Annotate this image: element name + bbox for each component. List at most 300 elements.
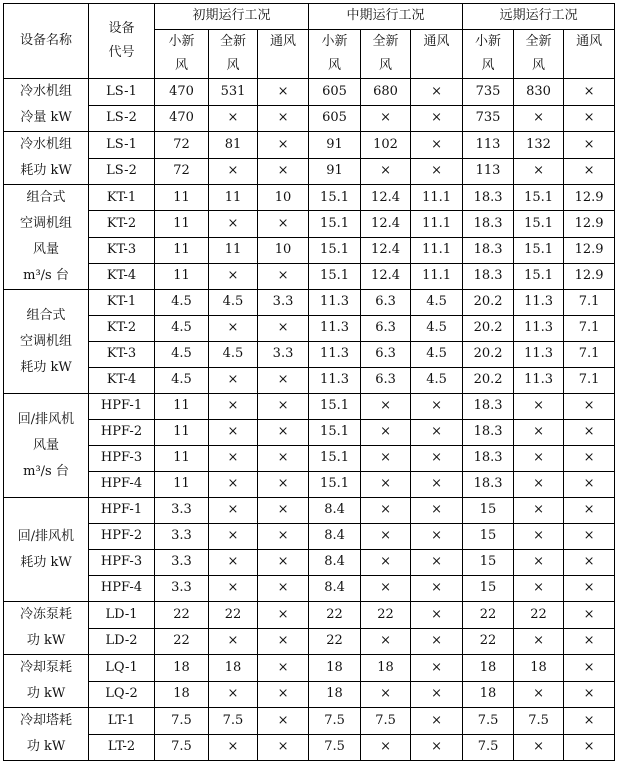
value-cell: 7.5 [463, 708, 514, 735]
group-label-line: 功 kW [26, 633, 66, 648]
header-mode-p1-m0 [309, 30, 361, 79]
value-cell: 7.5 [361, 708, 411, 735]
table-row [4, 498, 615, 524]
value-cell: × [258, 524, 309, 550]
value-cell: 4.5 [155, 368, 209, 394]
table-row [4, 132, 615, 159]
value-cell: 470 [155, 79, 209, 106]
value-cell: × [411, 105, 463, 132]
device-code-cell: LT-1 [89, 708, 155, 735]
table-row [4, 446, 615, 472]
value-cell: 22 [361, 602, 411, 629]
value-cell: 7.1 [564, 290, 615, 316]
value-cell: 15.1 [309, 472, 361, 498]
value-cell: 11 [155, 420, 209, 446]
value-cell: 7.5 [155, 734, 209, 761]
value-cell: 3.3 [155, 498, 209, 524]
value-cell: 6.3 [361, 290, 411, 316]
value-cell: 4.5 [411, 290, 463, 316]
value-cell: 11.3 [309, 342, 361, 368]
value-cell: 11.3 [309, 316, 361, 342]
table-row [4, 681, 615, 708]
value-cell: 7.5 [309, 734, 361, 761]
value-cell: × [411, 602, 463, 629]
header-mode-line1: 全新 [525, 34, 552, 49]
value-cell: 4.5 [411, 342, 463, 368]
value-cell: × [258, 628, 309, 655]
value-cell: 7.5 [155, 708, 209, 735]
header-mode-p0-m0 [155, 30, 209, 79]
group-label [4, 290, 89, 394]
header-mode-line2 [258, 54, 308, 78]
value-cell: × [361, 550, 411, 576]
value-cell: 11 [155, 472, 209, 498]
value-cell: 15.1 [514, 237, 564, 263]
value-cell: 11.3 [514, 342, 564, 368]
value-cell: × [564, 158, 615, 185]
value-cell: 18 [514, 655, 564, 682]
value-cell: × [258, 79, 309, 106]
group-label-line: 耗功 kW [20, 554, 72, 570]
value-cell: 605 [309, 105, 361, 132]
header-mode-line2: 风 [379, 58, 393, 73]
value-cell: 15.1 [309, 237, 361, 263]
value-cell: × [514, 158, 564, 185]
group-label-line: 组合式 [26, 307, 66, 323]
value-cell: 735 [463, 105, 514, 132]
value-cell: × [361, 105, 411, 132]
group-label-line: m³/s 台 [23, 463, 69, 479]
value-cell: 7.5 [514, 708, 564, 735]
value-cell: × [411, 446, 463, 472]
value-cell: × [361, 394, 411, 420]
value-cell: 12.4 [361, 263, 411, 289]
group-label [4, 79, 89, 132]
value-cell: × [564, 681, 615, 708]
value-cell: 18 [309, 681, 361, 708]
value-cell: × [361, 681, 411, 708]
value-cell: × [258, 368, 309, 394]
value-cell: 11 [209, 237, 258, 263]
value-cell: 11 [155, 446, 209, 472]
device-code-cell: HPF-2 [89, 524, 155, 550]
value-cell: 11.1 [411, 211, 463, 237]
value-cell: × [411, 498, 463, 524]
value-cell: 7.1 [564, 342, 615, 368]
value-cell: 11.3 [309, 368, 361, 394]
value-cell: × [514, 524, 564, 550]
table-row [4, 394, 615, 420]
value-cell: 11.3 [514, 290, 564, 316]
value-cell: 91 [309, 158, 361, 185]
value-cell: 680 [361, 79, 411, 106]
value-cell: × [258, 105, 309, 132]
value-cell: 22 [514, 602, 564, 629]
value-cell: 18.3 [463, 237, 514, 263]
value-cell: 6.3 [361, 368, 411, 394]
header-mode-line1: 小新 [168, 34, 195, 49]
value-cell: × [411, 708, 463, 735]
value-cell: 22 [309, 628, 361, 655]
value-cell: × [411, 550, 463, 576]
value-cell: × [209, 472, 258, 498]
value-cell: 22 [463, 602, 514, 629]
group-label [4, 394, 89, 498]
value-cell: 18.3 [463, 394, 514, 420]
header-mode-line1: 全新 [372, 34, 399, 49]
value-cell: × [411, 394, 463, 420]
group-label-line: 冷却塔耗 [19, 713, 72, 728]
table-row [4, 105, 615, 132]
value-cell: 20.2 [463, 342, 514, 368]
value-cell: 18 [155, 655, 209, 682]
value-cell: 6.3 [361, 316, 411, 342]
value-cell: 11 [209, 185, 258, 211]
value-cell: 6.3 [361, 342, 411, 368]
device-code-cell: KT-3 [89, 237, 155, 263]
value-cell: 81 [209, 132, 258, 159]
value-cell: 15.1 [514, 263, 564, 289]
header-mode-p2-m0 [463, 30, 514, 79]
value-cell: 4.5 [155, 290, 209, 316]
value-cell: × [514, 550, 564, 576]
value-cell: × [209, 550, 258, 576]
value-cell: 18 [463, 681, 514, 708]
header-device-code-line2: 代号 [108, 45, 135, 60]
value-cell: 22 [309, 602, 361, 629]
group-label-line: 冷冻泵耗 [19, 607, 72, 622]
value-cell: × [209, 158, 258, 185]
value-cell: × [564, 628, 615, 655]
value-cell: × [258, 472, 309, 498]
device-code-cell: HPF-2 [89, 420, 155, 446]
table-row [4, 290, 615, 316]
table-row [4, 655, 615, 682]
device-code-cell: HPF-3 [89, 550, 155, 576]
value-cell: × [564, 105, 615, 132]
value-cell: 72 [155, 158, 209, 185]
device-code-cell: LS-2 [89, 105, 155, 132]
value-cell: 735 [463, 79, 514, 106]
value-cell: 7.5 [463, 734, 514, 761]
value-cell: 11 [155, 185, 209, 211]
value-cell: × [258, 263, 309, 289]
value-cell: 18 [309, 655, 361, 682]
value-cell: 20.2 [463, 316, 514, 342]
value-cell: 132 [514, 132, 564, 159]
value-cell: 15 [463, 524, 514, 550]
device-code-cell: KT-1 [89, 290, 155, 316]
group-label-line: 风量 [32, 437, 59, 453]
value-cell: × [258, 734, 309, 761]
value-cell: × [564, 524, 615, 550]
table-row [4, 420, 615, 446]
value-cell: × [258, 550, 309, 576]
value-cell: × [514, 734, 564, 761]
value-cell: 605 [309, 79, 361, 106]
value-cell: 11 [155, 394, 209, 420]
value-cell: × [564, 602, 615, 629]
table-row [4, 316, 615, 342]
value-cell: × [209, 524, 258, 550]
value-cell: 18.3 [463, 185, 514, 211]
value-cell: × [514, 420, 564, 446]
value-cell: × [361, 446, 411, 472]
table-row [4, 472, 615, 498]
value-cell: × [209, 420, 258, 446]
header-mode-line2: 风 [174, 58, 188, 73]
header-mode-p0-m2 [258, 30, 309, 79]
value-cell: 4.5 [411, 316, 463, 342]
device-code-cell: LT-2 [89, 734, 155, 761]
value-cell: 15 [463, 550, 514, 576]
header-mode-p1-m1 [361, 30, 411, 79]
value-cell: × [258, 316, 309, 342]
value-cell: × [209, 576, 258, 602]
group-label-line: 冷却泵耗 [19, 660, 72, 675]
value-cell: 12.9 [564, 211, 615, 237]
device-code-cell: HPF-4 [89, 472, 155, 498]
value-cell: × [411, 655, 463, 682]
header-mode-line2: 风 [226, 58, 240, 73]
header-mode-line1: 小新 [475, 34, 502, 49]
device-code-cell: LQ-2 [89, 681, 155, 708]
table-row [4, 79, 615, 106]
value-cell: × [564, 498, 615, 524]
value-cell: 4.5 [209, 290, 258, 316]
group-label-line: 耗功 kW [20, 359, 72, 375]
group-label [4, 185, 89, 290]
value-cell: 830 [514, 79, 564, 106]
value-cell: 113 [463, 158, 514, 185]
device-code-cell: HPF-3 [89, 446, 155, 472]
header-mode-line1: 全新 [219, 34, 246, 49]
value-cell: 15.1 [309, 394, 361, 420]
value-cell: × [564, 420, 615, 446]
value-cell: × [514, 472, 564, 498]
value-cell: 113 [463, 132, 514, 159]
value-cell: × [564, 472, 615, 498]
header-period-mid: 中期运行工况 [309, 4, 463, 30]
value-cell: × [258, 446, 309, 472]
value-cell: 18.3 [463, 446, 514, 472]
value-cell: × [258, 576, 309, 602]
value-cell: × [514, 628, 564, 655]
value-cell: × [209, 368, 258, 394]
device-code-cell: LQ-1 [89, 655, 155, 682]
group-label [4, 498, 89, 602]
value-cell: × [514, 446, 564, 472]
value-cell: 15 [463, 498, 514, 524]
value-cell: × [209, 446, 258, 472]
value-cell: × [361, 576, 411, 602]
value-cell: 8.4 [309, 524, 361, 550]
value-cell: × [258, 132, 309, 159]
value-cell: 72 [155, 132, 209, 159]
header-device-code [89, 4, 155, 79]
header-mode-line2 [411, 54, 462, 78]
value-cell: 18.3 [463, 211, 514, 237]
value-cell: × [258, 655, 309, 682]
value-cell: × [209, 394, 258, 420]
value-cell: × [258, 158, 309, 185]
value-cell: × [361, 158, 411, 185]
value-cell: × [361, 524, 411, 550]
table-body [4, 4, 615, 761]
header-mode-p1-m2 [411, 30, 463, 79]
value-cell: × [564, 576, 615, 602]
table-row [4, 237, 615, 263]
value-cell: 4.5 [155, 342, 209, 368]
header-mode-line1: 通风 [423, 34, 450, 49]
device-code-cell: KT-3 [89, 342, 155, 368]
value-cell: × [209, 734, 258, 761]
value-cell: 22 [155, 628, 209, 655]
value-cell: × [564, 446, 615, 472]
value-cell: × [564, 132, 615, 159]
value-cell: × [564, 79, 615, 106]
value-cell: 15 [463, 576, 514, 602]
device-code-cell: HPF-1 [89, 394, 155, 420]
group-label-line: 功 kW [26, 739, 66, 754]
value-cell: × [209, 316, 258, 342]
value-cell: × [209, 263, 258, 289]
value-cell: 15.1 [514, 185, 564, 211]
header-mode-line2: 风 [481, 58, 495, 73]
value-cell: × [514, 394, 564, 420]
value-cell: × [411, 681, 463, 708]
value-cell: 12.9 [564, 237, 615, 263]
device-code-cell: KT-4 [89, 263, 155, 289]
value-cell: × [361, 420, 411, 446]
device-code-cell: KT-4 [89, 368, 155, 394]
value-cell: × [411, 576, 463, 602]
value-cell: × [411, 132, 463, 159]
value-cell: 3.3 [155, 576, 209, 602]
value-cell: × [209, 498, 258, 524]
value-cell: 4.5 [155, 316, 209, 342]
value-cell: 15.1 [309, 211, 361, 237]
value-cell: 11 [155, 263, 209, 289]
value-cell: 3.3 [258, 342, 309, 368]
value-cell: 7.5 [209, 708, 258, 735]
table-row [4, 734, 615, 761]
header-device-code-line1: 设备 [108, 21, 135, 36]
value-cell: × [209, 681, 258, 708]
table-row [4, 185, 615, 211]
header-mode-p2-m1 [514, 30, 564, 79]
value-cell: 12.4 [361, 211, 411, 237]
group-label-line: 组合式 [26, 190, 66, 205]
value-cell: × [258, 681, 309, 708]
group-label [4, 655, 89, 708]
group-label-line: 回/排风机 [17, 411, 75, 427]
device-code-cell: KT-1 [89, 185, 155, 211]
value-cell: 7.1 [564, 368, 615, 394]
value-cell: × [209, 105, 258, 132]
header-mode-line2: 风 [328, 58, 342, 73]
group-label-line: 冷水机组 [19, 137, 72, 152]
value-cell: 18.3 [463, 472, 514, 498]
value-cell: 15.1 [309, 263, 361, 289]
value-cell: 22 [155, 602, 209, 629]
value-cell: 11.3 [514, 368, 564, 394]
value-cell: × [209, 211, 258, 237]
value-cell: 18 [361, 655, 411, 682]
header-mode-p2-m2 [564, 30, 615, 79]
value-cell: × [411, 472, 463, 498]
group-label-line: 空调机组 [19, 333, 72, 349]
value-cell: 12.9 [564, 185, 615, 211]
group-label-line: 冷量 kW [20, 110, 72, 125]
value-cell: × [258, 394, 309, 420]
value-cell: 10 [258, 185, 309, 211]
value-cell: 7.1 [564, 316, 615, 342]
group-label-line: 耗功 kW [20, 163, 72, 178]
header-mode-line2: 风 [532, 58, 546, 73]
value-cell: × [411, 628, 463, 655]
value-cell: 20.2 [463, 368, 514, 394]
table-row [4, 158, 615, 185]
value-cell: 15.1 [514, 211, 564, 237]
value-cell: 8.4 [309, 576, 361, 602]
value-cell: × [564, 550, 615, 576]
header-device-name: 设备名称 [4, 4, 89, 79]
value-cell: 11.1 [411, 263, 463, 289]
value-cell: 11 [155, 237, 209, 263]
value-cell: × [514, 576, 564, 602]
device-code-cell: LD-2 [89, 628, 155, 655]
value-cell: × [564, 655, 615, 682]
value-cell: × [258, 602, 309, 629]
device-code-cell: KT-2 [89, 211, 155, 237]
header-mode-p0-m1 [209, 30, 258, 79]
value-cell: 18 [155, 681, 209, 708]
value-cell: 3.3 [155, 550, 209, 576]
device-code-cell: KT-2 [89, 316, 155, 342]
value-cell: × [411, 79, 463, 106]
value-cell: × [258, 708, 309, 735]
table-row [4, 524, 615, 550]
group-label-line: 回/排风机 [17, 528, 75, 544]
value-cell: 3.3 [155, 524, 209, 550]
table-row [4, 342, 615, 368]
value-cell: 15.1 [309, 446, 361, 472]
value-cell: 12.4 [361, 185, 411, 211]
value-cell: 3.3 [258, 290, 309, 316]
group-label-line: m³/s 台 [23, 268, 69, 283]
value-cell: 18.3 [463, 420, 514, 446]
header-row-periods [4, 4, 615, 30]
value-cell: × [258, 498, 309, 524]
device-code-cell: HPF-1 [89, 498, 155, 524]
table-row [4, 602, 615, 629]
value-cell: 8.4 [309, 550, 361, 576]
value-cell: × [258, 420, 309, 446]
group-label [4, 708, 89, 761]
value-cell: × [361, 628, 411, 655]
header-mode-line1: 小新 [321, 34, 348, 49]
value-cell: 11 [155, 211, 209, 237]
value-cell: × [564, 734, 615, 761]
equipment-operation-table [3, 3, 615, 761]
value-cell: 531 [209, 79, 258, 106]
value-cell: 470 [155, 105, 209, 132]
table-row [4, 263, 615, 289]
table-row [4, 368, 615, 394]
value-cell: 15.1 [309, 420, 361, 446]
value-cell: × [361, 498, 411, 524]
